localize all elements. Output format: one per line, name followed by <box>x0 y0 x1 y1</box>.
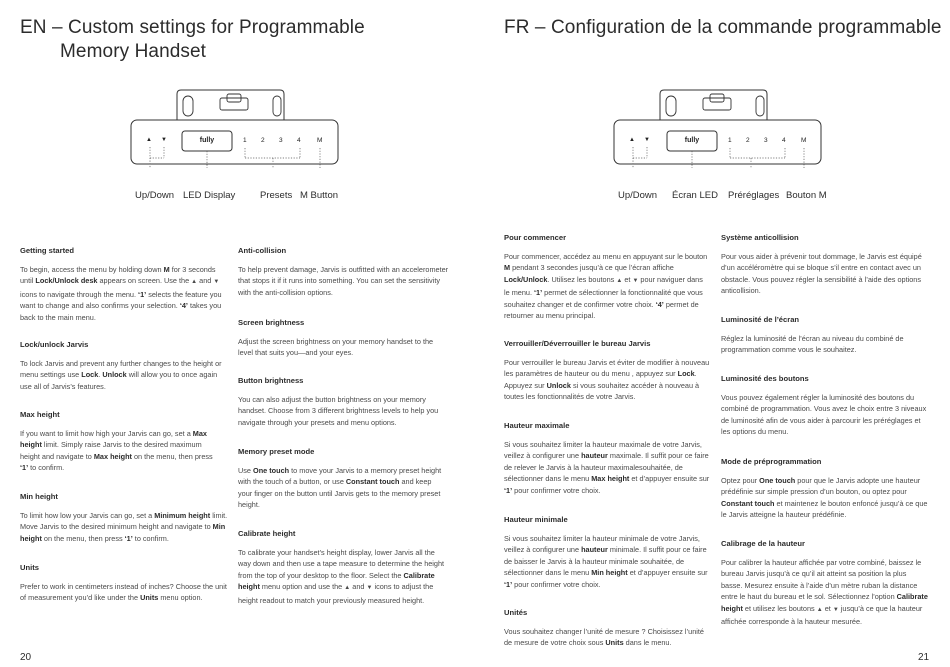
en-page-title <box>20 16 365 64</box>
callout-prereglages: Préréglages <box>728 190 780 201</box>
preset-3-label: 3 <box>279 137 283 144</box>
callout-bouton-m: Bouton M <box>786 190 827 201</box>
en-handset-diagram <box>130 88 340 168</box>
en-body-screen-brightness: Adjust the screen brightness on your memory handset to the level that suits you—and your eyes. <box>238 337 434 358</box>
fr-body-luminosite-boutons: Vous pouvez également régler la luminosité des boutons du combiné de programmation. Vous avez le choix entre 3 niveaux de luminosité afin de vous aider à parcourir les préréglages et les options du menu. <box>721 393 927 437</box>
en-heading-calibrate-height: Calibrate height <box>238 529 296 538</box>
en-body-button-brightness: You can also adjust the button brightness on your memory handset. Choose from 3 different brightness levels to help you navigate through your presets and menu options. <box>238 395 439 427</box>
en-body-units: Prefer to work in centimeters instead of inches? Choose the unit of measurement you’d like under the Units menu option. <box>20 582 227 603</box>
preset-3-label: 3 <box>764 137 768 144</box>
fr-body-hauteur-maximale: Si vous souhaitez limiter la hauteur maximale de votre Jarvis, veillez à configurer une hauteur maximale. Il suffit pour ce faire de relever le Jarvis à la hauteur maximalesouhaitée, de sélectionner dans le menu Max height et d’appuyer ensuite sur ‘1’ pour confirmer votre choix. <box>504 440 710 495</box>
m-button-label: M <box>317 137 323 144</box>
fr-heading-calibrage: Calibrage de la hauteur <box>721 539 805 548</box>
preset-2-label: 2 <box>261 137 265 144</box>
en-body-lock-unlock: To lock Jarvis and prevent any further changes to the height or menu settings use Lock. Unlock will allow you to once again use all of Jarvis’s features. <box>20 359 222 391</box>
page-number-left: 20 <box>20 652 32 663</box>
callout-m-button: M Button <box>300 190 339 201</box>
fr-heading-hauteur-minimale: Hauteur minimale <box>504 515 568 524</box>
en-title-line2: Memory Handset <box>60 41 207 62</box>
en-handset-illustration <box>130 88 340 168</box>
fr-heading-verrouiller: Verrouiller/Déverrouiller le bureau Jarvis <box>504 339 651 348</box>
en-body-getting-started: To begin, access the menu by holding down M for 3 seconds until Lock/Unlock desk appears on screen. Use the ▲ and ▼ icons to navigate through the menu. ‘1’ selects the feature you want to change and also confirms your selection. ‘4’ takes you back to the main menu. <box>20 265 222 322</box>
fr-heading-hauteur-maximale: Hauteur maximale <box>504 421 570 430</box>
callout-ecran-led: Écran LED <box>672 190 718 201</box>
fr-heading-pour-commencer: Pour commencer <box>504 233 567 242</box>
en-heading-getting-started: Getting started <box>20 246 75 255</box>
en-body-max-height: If you want to limit how high your Jarvis can go, set a Max height limit. Simply raise Jarvis to the desired maximum height and navigate to Max height on the menu, then press ‘1’ to confirm. <box>20 429 213 473</box>
m-button-label: M <box>801 137 807 144</box>
preset-4-label: 4 <box>782 137 786 144</box>
en-heading-memory-preset-mode: Memory preset mode <box>238 447 315 456</box>
callout-updown-fr: Up/Down <box>618 190 658 201</box>
arrow-down-icon: ▼ <box>161 137 167 143</box>
fr-body-preprogrammation: Optez pour One touch pour que le Jarvis adopte une hauteur prédéfinie sur simple pression d’un bouton, ou optez pour Constant touch et maintenez le bouton enfoncé jusqu’à ce que le Jarvis atteigne la hauteur prédéfinie. <box>721 476 928 520</box>
en-heading-screen-brightness: Screen brightness <box>238 318 305 327</box>
fr-page-title: FR – Configuration de la commande programmable <box>504 17 942 38</box>
fr-heading-preprogrammation: Mode de préprogrammation <box>721 457 822 466</box>
en-heading-max-height: Max height <box>20 410 60 419</box>
fr-body-pour-commencer: Pour commencer, accédez au menu en appuyant sur le bouton M pendant 3 secondes jusqu’à ce que l’écran affiche Lock/Unlock. Utilisez les boutons ▲ et ▼ pour naviguer dans le menu. ‘1’ permet de sélectionner la fonctionnalité que vous souhaitez changer et de confirmer votre choix. ‘4’ permet de retourner au menu principal. <box>504 252 708 321</box>
en-heading-lock-unlock: Lock/unlock Jarvis <box>20 340 89 349</box>
fr-body-hauteur-minimale: Si vous souhaitez limiter la hauteur minimale de votre Jarvis, veillez à configurer une hauteur minimale. Il suffit pour ce faire de baisser le Jarvis à la hauteur minimale souhaitée, de sélectionner dans le menu Min height et d’appuyer ensuite sur ‘1’ pour confirmer votre choix. <box>504 534 708 589</box>
fr-body-luminosite-ecran: Réglez la luminosité de l’écran au niveau du combiné de programmation comme vous le souhaitez. <box>721 334 904 355</box>
en-body-calibrate-height: To calibrate your handset’s height display, lower Jarvis all the way down and then use a tape measure to determine the height from the top of your desktop to the floor. Select the Calibrate height menu option and use the ▲ and ▼ icons to adjust the height readout to match your previously measured height. <box>238 548 445 605</box>
en-heading-anti-collision: Anti-collision <box>238 246 287 255</box>
preset-4-label: 4 <box>297 137 301 144</box>
fr-body-verrouiller: Pour verrouiller le bureau Jarvis et éviter de modifier à nouveau les paramètres de hauteur ou du menu , appuyez sur Lock. Appuyez sur Unlock si vous souhaitez accéder à nouveau à toutes les fonctionnalités de votre Jarvis. <box>504 358 710 402</box>
preset-1-label: 1 <box>243 137 247 144</box>
fr-body-anticollision: Pour vous aider à prévenir tout dommage, le Jarvis est équipé d’un accéléromètre qui se bloque s’il entre en contact avec un obstacle. Vous pouvez régler la sensibilité à l’aide des options anticollision. <box>721 252 922 296</box>
led-display-text: fully <box>199 137 215 144</box>
preset-2-label: 2 <box>746 137 750 144</box>
fr-heading-luminosite-ecran: Luminosité de l’écran <box>721 315 800 324</box>
arrow-down-icon: ▼ <box>644 137 650 143</box>
en-title-line1: EN – Custom settings for Programmable <box>20 17 365 38</box>
fr-body-calibrage: Pour calibrer la hauteur affichée par votre combiné, baissez le bureau Jarvis jusqu’à ce qu’il ait atteint sa position la plus basse. Mesurez ensuite à l’aide d’un mètre ruban la distance entre le haut du bureau et le sol. Sélectionnez l’option Calibrate height et utilisez les boutons ▲ et ▼ jusqu’à ce que la hauteur affichée corresponde à la hauteur mesurée. <box>721 558 928 627</box>
fr-heading-unites: Unités <box>504 608 528 617</box>
callout-presets: Presets <box>260 190 293 201</box>
fr-body-unites: Vous souhaitez changer l’unité de mesure ? Choisissez l’unité de mesure de votre choix sous Units dans le menu. <box>504 627 704 648</box>
callout-led-display: LED Display <box>183 190 236 201</box>
en-body-anti-collision: To help prevent damage, Jarvis is outfitted with an accelerometer that stops it if it runs into something. You can set the sensitivity with the anti-collision options. <box>238 265 449 297</box>
fr-heading-anticollision: Système anticollision <box>721 233 799 242</box>
en-body-memory-preset-mode: Use One touch to move your Jarvis to a memory preset height with the touch of a button, or use Constant touch and keep your finger on the button until Jarvis gets to the memory preset height. <box>238 466 442 510</box>
callout-updown: Up/Down <box>135 190 175 201</box>
fr-heading-luminosite-boutons: Luminosité des boutons <box>721 374 809 383</box>
fr-handset-diagram <box>613 88 823 168</box>
en-heading-units: Units <box>20 563 39 572</box>
en-body-min-height: To limit how low your Jarvis can go, set a Minimum height limit. Move Jarvis to the desired minimum height and navigate to Min height on the menu, then press ‘1’ to confirm. <box>20 511 228 543</box>
preset-1-label: 1 <box>728 137 732 144</box>
arrow-up-icon: ▲ <box>629 137 635 143</box>
arrow-up-icon: ▲ <box>146 137 152 143</box>
en-heading-min-height: Min height <box>20 492 58 501</box>
fr-handset-illustration <box>613 88 823 168</box>
page-number-right: 21 <box>918 652 930 663</box>
en-heading-button-brightness: Button brightness <box>238 376 304 385</box>
led-display-text: fully <box>684 137 700 144</box>
